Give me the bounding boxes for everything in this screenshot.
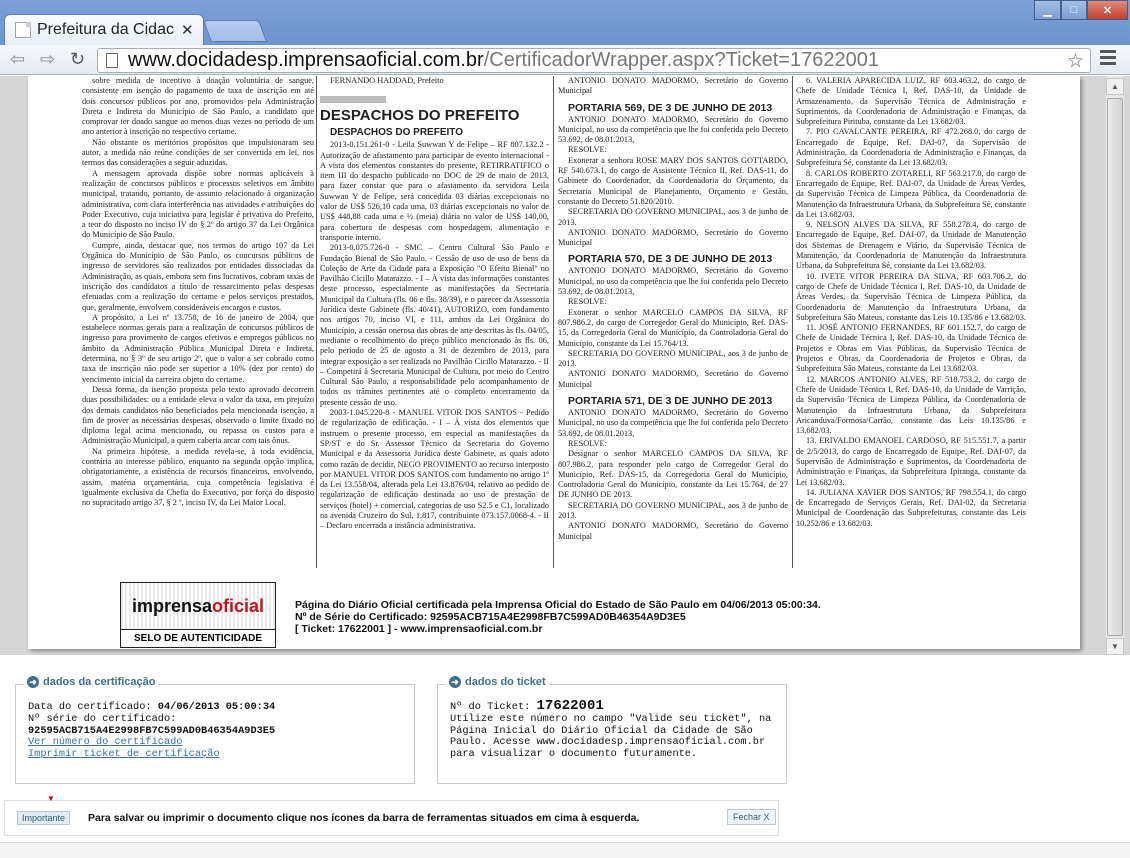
authenticity-seal — [120, 582, 276, 648]
paragraph: 11. JOSÉ ANTONIO FERNANDES, RF 601.152.7, do cargo de Chefe de Unidade Técnica I, Ref. DAS-10, da Unidade Técnica de Projetos e Obras em Vias Públicas, da Supervisão Técnica de Projetos e Obras, da Coordenadoria de Projetos e Obras, da Subprefeitura São Mateus, constante da Lei 13.682/03. — [796, 323, 1026, 374]
document-viewer — [0, 76, 1130, 655]
reload-icon[interactable]: ↻ — [70, 49, 86, 69]
arrow-right-icon: ➜ — [27, 676, 39, 688]
page-column-4 — [796, 76, 1026, 568]
serial-label: Nº série do certificado: — [28, 712, 177, 725]
certification-box — [15, 676, 415, 784]
paragraph: Cumpre, ainda, destacar que, nos termos do artigo 107 da Lei Orgânica do Município de São Paulo, os concursos públicos de ingresso de servidores são realizados por entidades dissociadas da Administração, as quais, embora sem fins lucrativos, cobram taxas de inscrição dos candidatos a título de ressarcimento pelas despesas efetuadas com a realização do certame e pelos serviços prestados, que, geralmente, envolvem consideráveis encargos e custos. — [82, 240, 314, 312]
signature: FERNANDO HADDAD, Prefeito — [330, 76, 444, 85]
paragraph: ANTONIO DONATO MADORMO, Secretário do Governo Municipal — [558, 521, 788, 541]
paragraph: Designar o senhor MARCELO CAMPOS DA SILVA, RF 807.986.2, para responder pelo cargo de Corregedor Geral do Município, Ref. DAS-15, da Corregedoria Geral do Município, Controladoria Geral do Município, constante da Lei 15.764, de 27 DE JUNHO DE 2013. — [558, 449, 788, 500]
paragraph: 10. IVETE VITOR PEREIRA DA SILVA, RF 603.706.2, do cargo de Chefe de Unidade Técnica I, Ref. DAS-10, da Unidade de Áreas Verdes, da Supervisão Técnica de Limpeza Pública, da Coordenadoria de Manutenção da Infraestrutura Urbana, da Subprefeitura São Mateus, constante das Leis 10.135/86 e 13.682/03. — [796, 271, 1026, 322]
bookmark-star-icon[interactable]: ☆ — [1066, 51, 1084, 72]
paragraph: 8. CARLOS ROBERTO ZOTARELI, RF 563.217.0, do cargo de Encarregado de Equipe, Ref. DAI-07, da Unidade de Áreas Verdes, da Supervisão Técnica de Limpeza Pública, da Coordenadoria de Manutenção da Infraestrutura Urbana, da Subprefeitura Sé, constante da Lei 13.682/03. — [796, 168, 1026, 219]
paragraph: ANTONIO DONATO MADORMO, Secretário do Governo Municipal — [558, 76, 788, 96]
paragraph: 7. PIO CAVALCANTE PEREIRA, RF 472.268.0, do cargo de Encarregado de Equipe, Ref. DAI-07, da Supervisão de Administração, da Coordenadoria de Administração e Finanças, da Subprefeitura Sé, constante da Lei 13.682/03. — [796, 127, 1026, 168]
forward-arrow-icon[interactable]: ⇨ — [40, 49, 56, 69]
paragraph: SECRETARIA DO GOVERNO MUNICIPAL, aos 3 de junho de 2013. — [558, 348, 788, 369]
page-column-2 — [320, 76, 549, 568]
cert-line-3: [ Ticket: 17622001 ] - www.imprensaoficial.com.br — [295, 623, 543, 635]
browser-menu-icon[interactable] — [1100, 50, 1116, 66]
certification-title: ➜ dados da certificação — [24, 676, 159, 688]
section-subheading: DESPACHOS DO PREFEITO — [330, 127, 463, 139]
ticket-title: ➜ dados do ticket — [446, 676, 549, 688]
paragraph: RESOLVE: — [568, 145, 607, 155]
browser-tab[interactable] — [4, 14, 204, 45]
paragraph: ANTONIO DONATO MADORMO, Secretário do Governo Municipal — [558, 369, 788, 389]
vertical-scrollbar[interactable] — [1106, 76, 1124, 655]
page-favicon-icon — [15, 22, 31, 38]
ticket-number: 17622001 — [536, 698, 604, 714]
tab-close-icon[interactable]: ✕ — [181, 22, 194, 39]
caret-down-icon: ▼ — [47, 794, 55, 803]
url-host: www.docidadesp.imprensaoficial.com.br — [128, 49, 484, 71]
close-window-button[interactable]: ✕ — [1087, 0, 1128, 20]
serial-number: 92595ACB715A4E2998FB7C599AD0B46354A9D3E5 — [28, 724, 276, 737]
ticket-details: Nº do Ticket: 17622001 Utilize este número no campo "Valide seu ticket", na Página Inicial do Diário Oficial da Cidade de São Paulo. Acesse www.docidadesp.imprensaoficial.com.br para visualizar o documento futuramente. — [450, 701, 780, 761]
paragraph: A propósito, a Lei nº 13.758, de 16 de janeiro de 2004, que estabelece normas gerais para a realização de concursos públicos de ingresso para provimento de cargos efetivos e empregos públicos no âmbito da Administração Pública Municipal Direta e Indireta, determina, no § 3º de seu artigo 2º, que o valor a ser cobrado como taxa de inscrição não pode ser superior a 10% (dez por cento) do vencimento inicial da carreira objeto do certame. — [82, 312, 314, 384]
certification-details: Data do certificado: 04/06/2013 05:00:34 Nº série do certificado: 92595ACB715A4E2998FB7C599AD0B46354A9D3E5 Ver número do certificado Imprimir ticket de certificação — [28, 701, 276, 761]
scroll-down-arrow-icon[interactable]: ▼ — [1106, 638, 1124, 655]
arrow-right-icon: ➜ — [449, 676, 461, 688]
url-path: /CertificadorWrapper.aspx?Ticket=17622001 — [483, 49, 879, 71]
ticket-description: Utilize este número no campo "Valide seu ticket", na Página Inicial do Diário Oficial da Cidade de São Paulo. Acesse www.docidadesp.imprensaoficial.com.br para visualizar o documento futuramente. — [450, 712, 772, 761]
paragraph: Dessa forma, da isenção proposta pelo texto aprovado decorrem duas possibilidades: ou a entidade eleva o valor da taxa, em prejuízo dos demais candidatos não beneficiados pela mencionada isenção, a fim de prover as necessárias despesas, observado o limite fixado no diploma legal acima mencionado, ou repassa os custos para a Administração Municipal, a quem caberia arcar com tais ônus. — [82, 384, 314, 446]
maximize-button[interactable]: □ — [1061, 0, 1087, 20]
paragraph: 13. ERIVALDO EMANOEL CARDOSO, RF 515.551.7, a partir de 2/5/2013, do cargo de Encarregado de Equipe, Ref. DAI-07, da Supervisão de Administração e Suprimentos, da Coordenadoria de Administração e Finanças, da Subprefeitura Ipiranga, constante da Lei 13.682/03. — [796, 436, 1026, 487]
scroll-up-arrow-icon[interactable]: ▲ — [1106, 78, 1124, 95]
browser-toolbar — [0, 45, 1130, 75]
page-icon — [106, 53, 118, 68]
paragraph: Exonerar a senhora ROSE MARY DOS SANTOS GOTTARDO, RF 540.673.1, do cargo de Assistente Técnico II, Ref. DAS-11, do Gabinete do Coordenador, da Coordenadoria do Orçamento, da Secretaria Municipal de Planejamento, Orçamento e Gestão, constante do Decreto 51.820/2010. — [558, 155, 788, 206]
status-bar — [0, 842, 1130, 858]
paragraph: ANTONIO DONATO MADORMO, Secretário do Governo Municipal, no uso da competência que lhe foi conferida pelo Decreto 53.692, de 08.01.2013, — [558, 408, 788, 438]
paragraph: Na primeira hipótese, a medida revela-se, à toda evidência, contrária ao interesse público, enquanto na segunda opção implica, obrigatoriamente, a existência de recursos financeiros, envolvendo, assim, matéria orçamentária, cuja competência legislativa é igualmente exclusiva da Chefia do Executivo, por força do disposto no supracitado artigo 37, § 2 º, inciso IV, da Lei Maior Local. — [82, 446, 314, 508]
scrollbar-thumb[interactable] — [1107, 98, 1123, 636]
ticket-box — [437, 676, 787, 784]
imprensa-oficial-logo: imprensa oficial — [121, 583, 275, 629]
paragraph: Não obstante os meritórios propósitos que impulsionaram seu autor, a medida não reúne condições de ser convertida em lei, nos termos das considerações a seguir aduzidas. — [82, 137, 314, 168]
certificate-panel — [0, 655, 1130, 858]
paragraph: SECRETARIA DO GOVERNO MUNICIPAL, aos 3 de junho de 2013. — [558, 500, 788, 520]
paragraph: 6. VALERIA APARECIDA LUIZ, RF 603.463.2, do cargo de Chefe de Unidade Técnica I, Ref. DAS-10, da Unidade de Armazenamento, da Supervisão Técnica de Administração e Suprimentos, da Coordenadoria de Administração e Finanças, da Subprefeitura Pirituba, constante da Lei 13.682/03. — [796, 76, 1026, 127]
cert-line-2: Nº de Série do Certificado: 92595ACB715A4E2998FB7C599AD0B46354A9D3E5 — [295, 611, 686, 623]
tab-title: Prefeitura da Cidac — [37, 21, 174, 38]
portaria-heading: PORTARIA 570, DE 3 DE JUNHO DE 2013 — [568, 253, 773, 266]
paragraph: 2013-0.151.261-0 - Leila Suwwan Y de Felipe – RF 807.132.2 - Autorização de afastamento para participar de evento internacional - A vista dos elementos constantes do presente, RETIRRATIFICO o item III do despacho publicado no DOC de 29 de maio de 2013, para fazer constar que para o afastamento da servidora Leila Suwwan Y de Felipe, será concedida 03 diárias excepcionais no valor de US$ 526,10 cada uma, 03 diárias excepcionais no valor de US$ 448,88 cada uma e ½ (meia) diária no valor de US$ 140,00, para cobertura de despesas com hospedagem, alimentação e transporte interno. — [320, 140, 549, 242]
paragraph: ANTONIO DONATO MADORMO, Secretário do Governo Municipal, no uso da competência que lhe foi conferida pelo Decreto 53.692, de 08.01.2013, — [558, 266, 788, 297]
close-notice-button[interactable]: Fechar X — [727, 809, 776, 825]
paragraph: 12. MARCOS ANTONIO ALVES, RF 518.753.2, do cargo de Chefe de Unidade Técnica I, Ref. DAS-10, da Unidade de Varrição, da Supervisão Técnica de Limpeza Pública, da Coordenadoria de Manutenção da Infraestrutura Urbana, da Subprefeitura Aricanduva/Formosa/Carrão, constante das Leis 10.135/86 e 13.682/03. — [796, 374, 1026, 436]
column-divider — [316, 76, 317, 568]
paragraph: A mensagem aprovada dispõe sobre normas aplicáveis à realização de concursos públicos e processos seletivos em âmbito municipal, tratando, portanto, de assunto relacionado à organização administrativa, com clara interferência nas atividades e atribuições do Poder Executivo, cuja iniciativa para legislar é privativa do Prefeito, a teor do disposto no inciso IV do § 2º do artigo 37 da Lei Orgânica do Município de São Paulo. — [82, 168, 314, 240]
page-column-1 — [82, 76, 314, 568]
view-certificate-link[interactable]: Ver número do certificado — [28, 736, 183, 749]
column-divider — [553, 76, 554, 568]
paragraph: SECRETARIA DO GOVERNO MUNICIPAL, aos 3 de junho de 2013. — [558, 207, 788, 227]
paragraph: 9. NELSON ALVES DA SILVA, RF 558.278.4, do cargo de Encarregado de Equipe, Ref. DAI-07, da Unidade de Manutenção dos Sistemas de Drenagem e Viário, da Supervisão Técnica de Manutenção, da Coordenadoria de Manutenção da Infraestrutura Urbana, da Subprefeitura Sé, constante da Lei 13.682/03. — [796, 220, 1026, 271]
minimize-button[interactable]: ▁ — [1034, 0, 1061, 20]
notice-text: Para salvar ou imprimir o documento clique nos ícones da barra de ferramentas situados em cima à esquerda. — [88, 812, 640, 824]
back-arrow-icon[interactable]: ⇦ — [10, 49, 26, 69]
portaria-heading: PORTARIA 569, DE 3 DE JUNHO DE 2013 — [568, 101, 773, 114]
important-notice — [4, 794, 779, 836]
important-tag: Importante — [17, 811, 70, 825]
column-divider — [792, 76, 793, 568]
paragraph: 2003-1.045.220-8 - MANUEL VITOR DOS SANTOS - Pedido de regularização de edificação. - I – À vista dos elementos que instruem o presente processo, em especial as manifestações da SP/ST e do Sr. Assessor Técnico da Secretaria do Governo Municipal e da Assessoria Jurídica deste Gabinete, as quais adoto como razão de decidir, NEGO PROVIMENTO ao recurso interposto por MANUEL VITOR DOS SANTOS com fundamento no artigo 1º da Lei 13.558/04, alterada pela Lei 13.876/04, relativo ao pedido de regularização de edificação destinada ao uso de prestação de serviços (hotel) + comercial, categorias de uso S2.5 e C1, localizado na avenida Cruzeiro do Sul, 1.817, contribuinte 073.157.0068-4. - II – Declaro encerrada a instância administrativa. — [320, 408, 549, 531]
cert-date: 04/06/2013 05:00:34 — [157, 701, 276, 713]
diario-oficial-page — [28, 76, 1080, 649]
portaria-heading: PORTARIA 571, DE 3 DE JUNHO DE 2013 — [568, 395, 773, 408]
section-bar — [320, 96, 386, 103]
certification-text — [295, 599, 821, 635]
paragraph: ANTONIO DONATO MADORMO, Secretário do Governo Municipal, no uso da competência que lhe foi conferida pelo Decreto 53.692, de 08.01.2013, — [558, 114, 788, 145]
paragraph: RESOLVE: — [568, 297, 607, 307]
paragraph: 14. JULIANA XAVIER DOS SANTOS, RF 798.554.1, do cargo de Encarregado de Serviços Gerais, Ref. DAI-02, da Secretaria Municipal de Coordenação das Subprefeituras, constante das Leis 10.252/86 e 13.682/03. — [796, 487, 1026, 528]
seal-caption: SELO DE AUTENTICIDADE — [121, 629, 275, 647]
paragraph: ANTONIO DONATO MADORMO, Secretário do Governo Municipal — [558, 227, 788, 248]
address-bar[interactable] — [97, 48, 1091, 73]
browser-titlebar — [0, 0, 1130, 45]
new-tab-button[interactable] — [203, 20, 267, 42]
paragraph: RESOLVE: — [568, 438, 607, 448]
paragraph: Exonerar o senhor MARCELO CAMPOS DA SILVA, RF 807.986.2, do cargo de Corregedor Geral do Município, Ref. DAS-15, da Corregedoria Geral do Município, da Controladoria Geral do Município, constante da Lei 15.764/13. — [558, 307, 788, 348]
paragraph: sobre medida de incentivo à doação voluntária de sangue, consistente em isenção do pagamento de taxa de inscrição em até dois concursos públicos por ano, promovidos pela Administração Direta e Indireta do Município de São Paulo, a candidato que comprovar ter doado sangue ao menos duas vezes no período de um ano anterior à inscrição no respectivo certame. — [82, 76, 314, 137]
cert-line-1: Página do Diário Oficial certificada pela Imprensa Oficial do Estado de São Paulo em 04/06/2013 05:00:34. — [295, 599, 821, 611]
page-column-3 — [558, 76, 788, 568]
print-ticket-link[interactable]: Imprimir ticket de certificação — [28, 748, 220, 761]
section-heading: DESPACHOS DO PREFEITO — [320, 107, 520, 125]
paragraph: 2013-0.075.726-0 - SMC – Centro Cultural São Paulo e Fundação Bienal de São Paulo. - Cessão de uso de uso de bens da Coleção de Arte da Cidade para a Exposição "O Efeito Bienal" no Pavilhão Cicillo Matarazzo. - I – À vista das informações constantes deste processo, especialmente as manifestações da Secretaria Municipal da Cultura (fls. 06 e fls. 38/39), e o parecer da Assessoria Jurídica deste Gabinete (fls. 40/41), AUTORIZO, com fundamento nos artigos 70, inciso VI, e 111, ambos da Lei Orgânica do Município, a cessão onerosa das obras de arte descritas às fls. 04/05, mediante o recolhimento do preço público mencionado às fls. 06, pelo período de 25 de agosto a 31 de dezembro de 2013, para integrar exposição a ser realizada no Pavilhão Cicillo Matarazzo. - II – Competirá à Secretaria Municipal de Cultura, por meio do Centro Cultural São Paulo, a responsabilidade pelo acompanhamento de todos os trâmites pertinentes até o completo encerramento da presente cessão de uso. — [320, 243, 549, 407]
